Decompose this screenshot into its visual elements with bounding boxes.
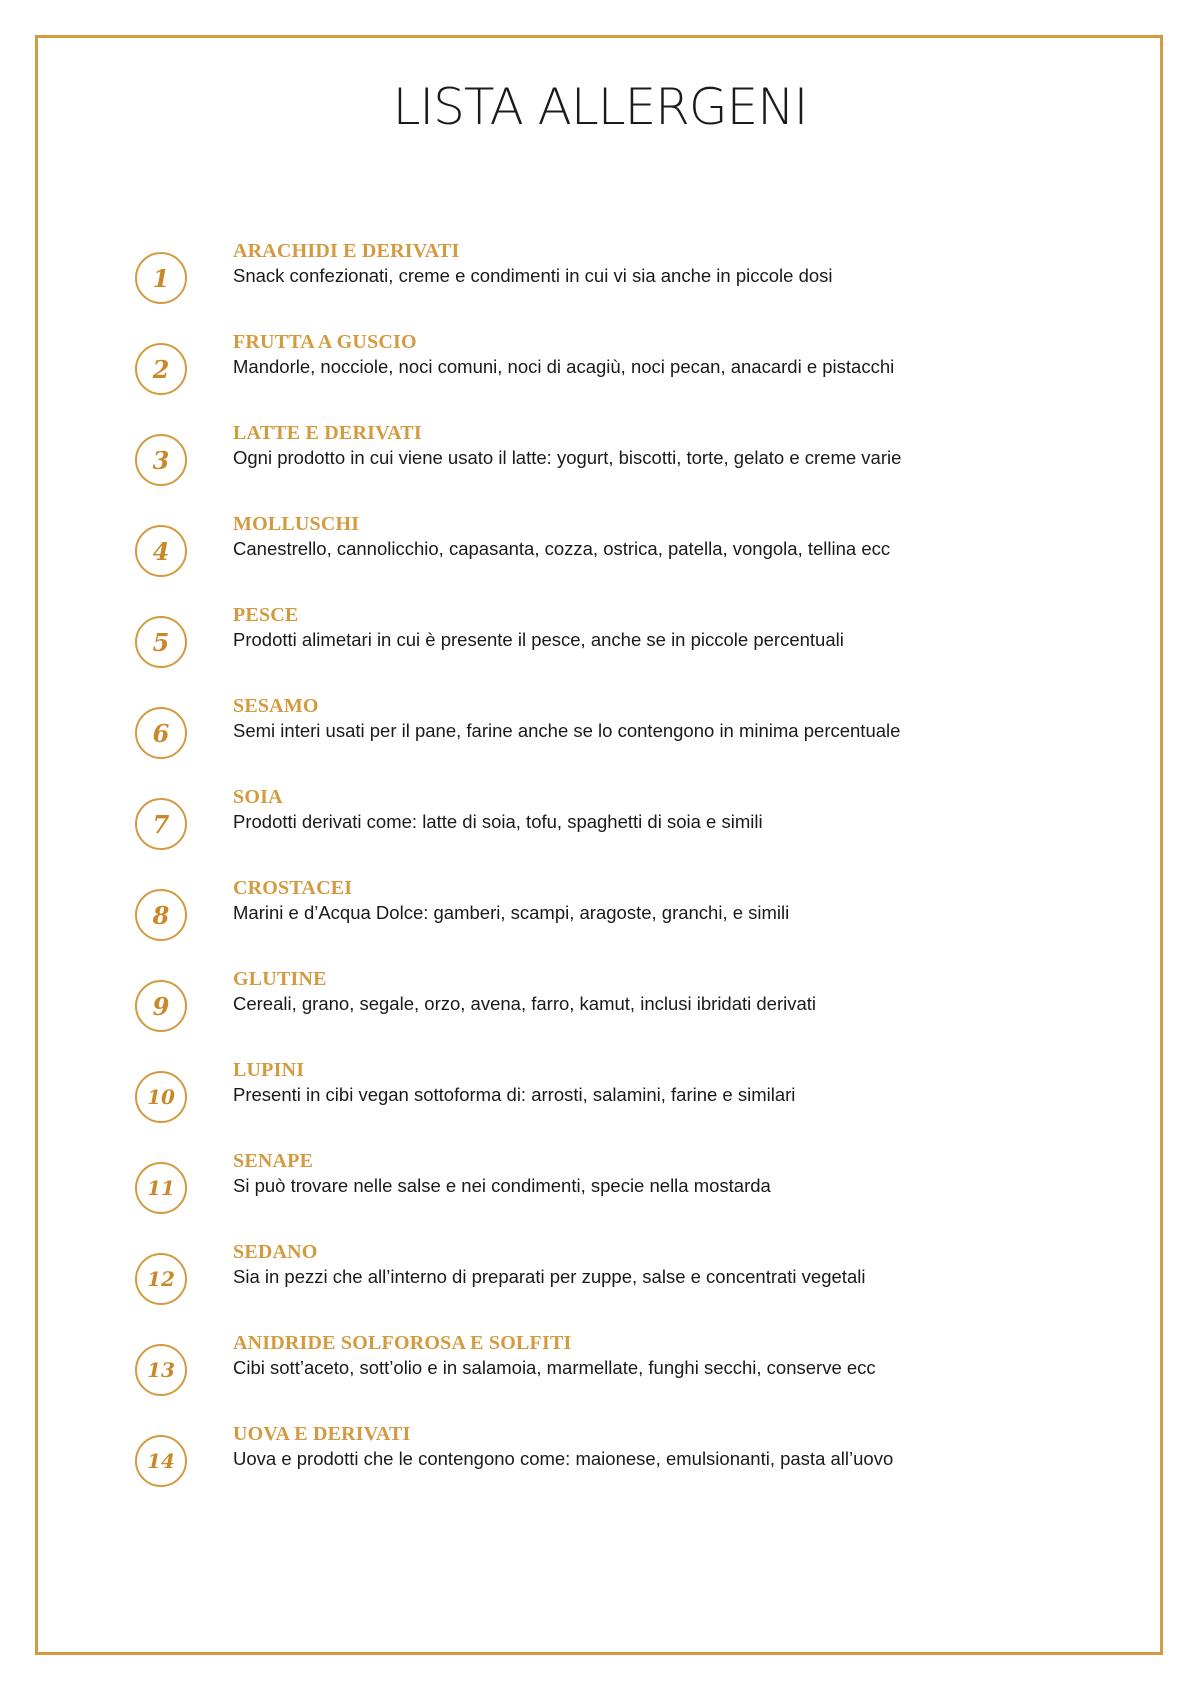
allergen-item xyxy=(0,331,1200,411)
allergen-item xyxy=(0,1423,1200,1503)
allergen-name: SEDANO xyxy=(233,1241,318,1263)
allergen-number-badge: 3 xyxy=(135,434,187,486)
allergen-description: Presenti in cibi vegan sottoforma di: arrosti, salamini, farine e similari xyxy=(233,1084,796,1105)
allergen-name: LUPINI xyxy=(233,1059,305,1081)
allergen-name: MOLLUSCHI xyxy=(233,513,360,535)
page-title: LISTA ALLERGENI xyxy=(392,78,808,136)
allergen-item xyxy=(0,968,1200,1048)
allergen-item xyxy=(0,1150,1200,1230)
allergen-name: LATTE E DERIVATI xyxy=(233,422,422,444)
allergen-item xyxy=(0,1059,1200,1139)
allergen-name: FRUTTA A GUSCIO xyxy=(233,331,417,353)
allergen-description: Si può trovare nelle salse e nei condimenti, specie nella mostarda xyxy=(233,1175,771,1196)
allergen-name: CROSTACEI xyxy=(233,877,353,899)
allergen-number-badge: 1 xyxy=(135,252,187,304)
allergen-number-badge: 10 xyxy=(135,1071,187,1123)
allergen-name: ANIDRIDE SOLFOROSA E SOLFITI xyxy=(233,1332,572,1354)
allergen-item xyxy=(0,786,1200,866)
allergen-name: SOIA xyxy=(233,786,283,808)
allergen-name: PESCE xyxy=(233,604,299,626)
allergen-description: Cereali, grano, segale, orzo, avena, farro, kamut, inclusi ibridati derivati xyxy=(233,993,817,1014)
allergen-number-badge: 4 xyxy=(135,525,187,577)
allergen-number-badge: 8 xyxy=(135,889,187,941)
allergen-item xyxy=(0,695,1200,775)
allergen-description: Snack confezionati, creme e condimenti in cui vi sia anche in piccole dosi xyxy=(233,265,833,286)
allergen-number-badge: 7 xyxy=(135,798,187,850)
allergen-description: Canestrello, cannolicchio, capasanta, cozza, ostrica, patella, vongola, tellina ecc xyxy=(233,538,891,559)
allergen-number-badge: 12 xyxy=(135,1253,187,1305)
allergen-name: GLUTINE xyxy=(233,968,327,990)
allergen-description: Cibi sott’aceto, sott’olio e in salamoia, marmellate, funghi secchi, conserve ecc xyxy=(233,1357,876,1378)
allergen-number-badge: 6 xyxy=(135,707,187,759)
allergen-number-badge: 11 xyxy=(135,1162,187,1214)
allergen-description: Prodotti derivati come: latte di soia, tofu, spaghetti di soia e simili xyxy=(233,811,763,832)
allergen-number-badge: 2 xyxy=(135,343,187,395)
allergen-description: Ogni prodotto in cui viene usato il latte: yogurt, biscotti, torte, gelato e creme varie xyxy=(233,447,902,468)
allergen-description: Marini e d’Acqua Dolce: gamberi, scampi, aragoste, granchi, e simili xyxy=(233,902,790,923)
allergen-item xyxy=(0,877,1200,957)
allergen-item xyxy=(0,1332,1200,1412)
allergen-number-badge: 13 xyxy=(135,1344,187,1396)
allergen-description: Uova e prodotti che le contengono come: maionese, emulsionanti, pasta all’uovo xyxy=(233,1448,894,1469)
allergen-name: UOVA E DERIVATI xyxy=(233,1423,411,1445)
allergen-name: SESAMO xyxy=(233,695,319,717)
allergen-number-badge: 14 xyxy=(135,1435,187,1487)
allergen-item xyxy=(0,422,1200,502)
allergen-number-badge: 9 xyxy=(135,980,187,1032)
allergen-item xyxy=(0,240,1200,320)
allergen-description: Semi interi usati per il pane, farine anche se lo contengono in minima percentuale xyxy=(233,720,901,741)
allergen-description: Mandorle, nocciole, noci comuni, noci di acagiù, noci pecan, anacardi e pistacchi xyxy=(233,356,895,377)
allergen-item xyxy=(0,604,1200,684)
allergen-description: Prodotti alimetari in cui è presente il pesce, anche se in piccole percentuali xyxy=(233,629,844,650)
allergen-number-badge: 5 xyxy=(135,616,187,668)
allergen-item xyxy=(0,1241,1200,1321)
allergen-name: ARACHIDI E DERIVATI xyxy=(233,240,460,262)
allergen-name: SENAPE xyxy=(233,1150,314,1172)
allergen-description: Sia in pezzi che all’interno di preparati per zuppe, salse e concentrati vegetali xyxy=(233,1266,866,1287)
allergen-item xyxy=(0,513,1200,593)
